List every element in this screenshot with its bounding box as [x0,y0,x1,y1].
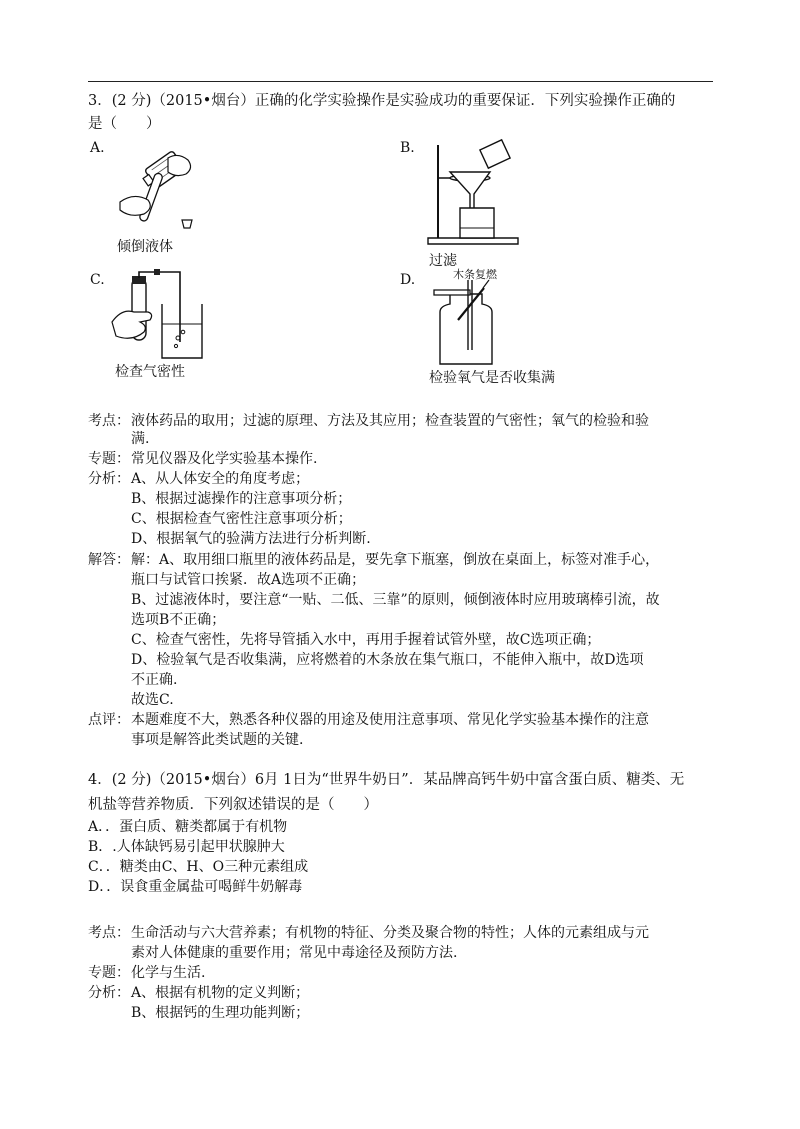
q4-option: A．．蛋白质、糖类都属于有机物 [88,819,288,835]
pouring-liquid-figure [110,150,210,244]
q3-option-d-label: 木条复燃 [453,268,497,281]
q4-zhuanti-label: 专题： [88,965,130,981]
q3-option-c-letter: C. [90,272,105,288]
q3-jieda-line: C、检查气密性，先将导管插入水中，再用手握着试管外壁，故C选项正确； [131,632,601,648]
q3-dianping-line1: 本题难度不大，熟悉各种仪器的用途及使用注意事项、常见化学实验基本操作的注意 [131,712,649,728]
q4-stem-line2: 机盐等营养物质．下列叙述错误的是（ ） [88,797,378,813]
q3-option-b-letter: B. [400,140,415,156]
filtration-figure [420,140,520,254]
q3-jieda-line: B、过滤液体时，要注意“一贴、二低、三靠”的原则，倾倒液体时应用玻璃棒引流，故 [131,592,660,608]
q4-fenxi-line: A、根据有机物的定义判断； [131,985,310,1001]
q3-stem-line2: 是（ ） [88,116,161,132]
q3-jieda-line: 解：A、取用细口瓶里的液体药品是，要先拿下瓶塞，倒放在桌面上，标签对准手心， [131,552,660,568]
q3-jieda-line: 选项B不正确； [131,612,226,628]
q3-kaodian-label: 考点： [88,413,130,429]
q4-kaodian-line1: 生命活动与六大营养素；有机物的特征、分类及聚合物的特性；人体的元素组成与元 [131,925,649,941]
q3-option-d-caption: 检验氧气是否收集满 [429,370,555,386]
q3-kaodian-line1: 液体药品的取用；过滤的原理、方法及其应用；检查装置的气密性；氧气的检验和验 [131,413,649,429]
q3-jieda-line: 故选C. [131,692,174,708]
q3-jieda-line: 不正确. [131,672,178,688]
q3-fenxi-line: A、从人体安全的角度考虑； [131,471,310,487]
q4-fenxi-label: 分析： [88,985,130,1001]
q3-fenxi-label: 分析： [88,471,130,487]
q4-option: B．.人体缺钙易引起甲状腺肿大 [88,839,285,855]
top-rule [88,81,713,82]
q3-jieda-line: 瓶口与试管口挨紧．故A选项不正确； [131,572,366,588]
q3-option-c-caption: 检查气密性 [115,364,185,380]
q3-dianping-line2: 事项是解答此类试题的关键. [131,732,304,748]
q4-kaodian-line2: 素对人体健康的重要作用；常见中毒途径及预防方法. [131,945,458,961]
q4-kaodian-label: 考点： [88,925,130,941]
q3-jieda-line: D、检验氧气是否收集满，应将燃着的木条放在集气瓶口，不能伸入瓶中，故D选项 [131,652,644,668]
q3-fenxi-line: C、根据检查气密性注意事项分析； [131,511,352,527]
q3-option-a-caption: 倾倒液体 [117,239,173,255]
q4-zhuanti-text: 化学与生活. [131,965,206,981]
q4-option: C．．糖类由C、H、O三种元素组成 [88,859,309,875]
q3-dianping-label: 点评： [88,712,130,728]
q3-option-d-letter: D. [400,272,416,288]
q3-zhuanti-label: 专题： [88,451,130,467]
q4-fenxi-line: B、根据钙的生理功能判断； [131,1005,310,1021]
q4-stem-line1: 4．(2 分)（2015•烟台）6月 1日为“世界牛奶日”．某品牌高钙牛奶中富含蛋白质、糖类、无 [88,772,685,788]
q3-kaodian-line2: 满. [131,431,150,447]
q3-jieda-label: 解答： [88,552,130,568]
q3-fenxi-line: B、根据过滤操作的注意事项分析； [131,491,352,507]
q3-zhuanti-text: 常见仪器及化学实验基本操作. [131,451,318,467]
q4-option: D．．误食重金属盐可喝鲜牛奶解毒 [88,879,303,895]
q3-option-b-caption: 过滤 [429,253,457,269]
q3-fenxi-line: D、根据氧气的验满方法进行分析判断. [131,531,371,547]
q3-option-a-letter: A. [90,140,105,156]
airtightness-check-figure [110,272,210,366]
oxygen-test-figure [420,280,520,374]
q3-stem-line1: 3．(2 分)（2015•烟台）正确的化学实验操作是实验成功的重要保证．下列实验操作正确的 [88,93,676,109]
